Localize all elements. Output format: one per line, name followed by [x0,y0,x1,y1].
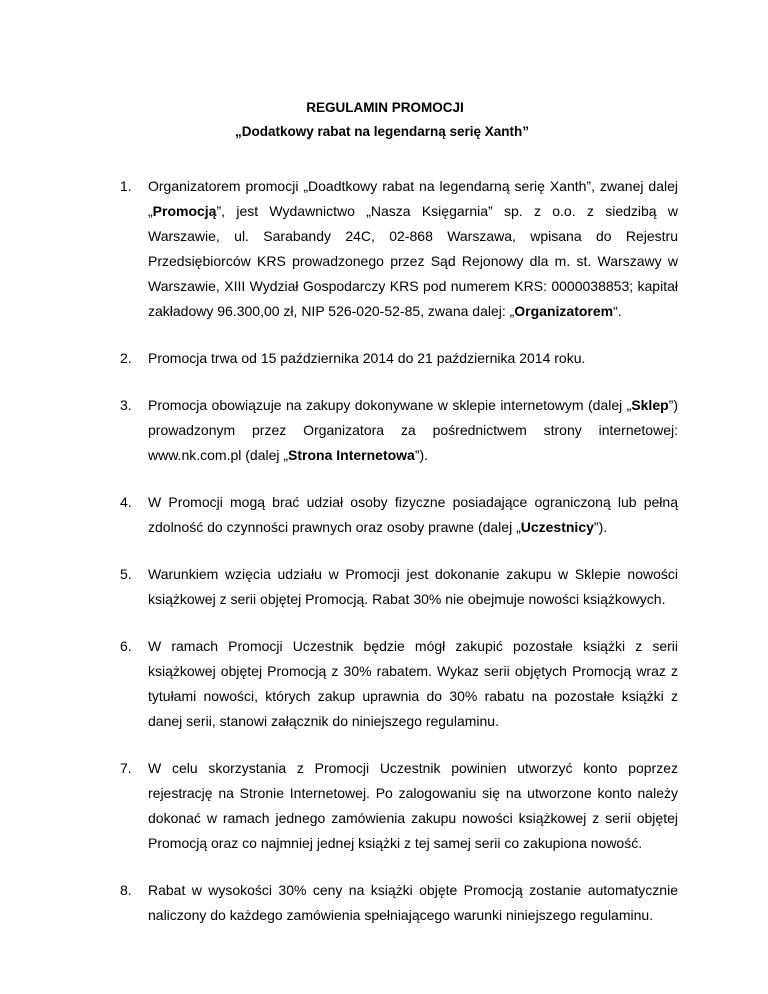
defined-term: Strona Internetowa [288,447,415,463]
list-item [120,490,678,540]
defined-term: Organizatorem [514,303,614,319]
list-item [120,756,678,856]
item-text: W celu skorzystania z Promocji Uczestnik powinien utworzyć konto poprzez rejestrację na Stronie Internetowej. Po zalogowaniu się na utworzone konto należy dokonać w ramach jednego zamówienia zakupu nowości książkowej z serii objętej Promocją oraz co najmniej jednej książki z tej samej serii co zakupiona nowość. [148,760,678,851]
item-text: W ramach Promocji Uczestnik będzie mógł zakupić pozostałe książki z serii książkowej objętej Promocją z 30% rabatem. Wykaz serii objętych Promocją wraz z tytułami nowości, których zakup uprawnia do 30% rabatu na pozostałe książki z danej serii, stanowi załącznik do niniejszego regulaminu. [148,638,678,729]
list-item [120,634,678,734]
item-text: Rabat w wysokości 30% ceny na książki objęte Promocją zostanie automatycznie naliczony do każdego zamówienia spełniającego warunki niniejszego regulaminu. [148,882,678,923]
defined-term: Uczestnicy [520,519,594,535]
item-number: 2. [120,350,132,366]
defined-term: Sklep [631,397,669,413]
item-text: ”) prowadzonym przez Organizatora za pośrednictwem strony internetowej: www.nk.com.pl (dalej „ [148,397,678,463]
item-text: Promocja obowiązuje na zakupy dokonywane w sklepie internetowym (dalej „ [148,397,632,413]
list-item [120,174,678,324]
rules-list [120,174,678,928]
item-number: 3. [120,397,132,413]
item-text: ”). [414,447,429,463]
item-number: 5. [120,566,132,582]
item-number: 8. [120,882,132,898]
document-subtitle: „Dodatkowy rabat na legendarną serię Xanth” [234,124,530,139]
item-text: “. [613,303,622,319]
defined-term: Promocją [152,203,217,219]
list-item [120,393,678,468]
item-number: 7. [120,760,132,776]
item-text: Warunkiem wzięcia udziału w Promocji jest dokonanie zakupu w Sklepie nowości książkowej z serii objętej Promocją. Rabat 30% nie obejmuje nowości książkowych. [148,566,678,607]
list-item [120,562,678,612]
item-number: 4. [120,494,132,510]
item-number: 6. [120,638,132,654]
item-text: W Promocji mogą brać udział osoby fizyczne posiadające ograniczoną lub pełną zdolność do czynności prawnych oraz osoby prawne (dalej „ [148,494,678,535]
item-text: ”, jest Wydawnictwo „Nasza Księgarnia” sp. z o.o. z siedzibą w Warszawie, ul. Sarabandy 24C, 02-868 Warszawa, wpisana do Rejestru Przedsiębiorców KRS prowadzonego przez Sąd Rejonowy dla m. st. Warszawy w Warszawie, XIII Wydział Gospodarczy KRS pod numerem KRS: 0000038853; kapitał zakładowy 96.300,00 zł, NIP 526-020-52-85, zwana dalej: „ [148,203,678,319]
list-item [120,878,678,928]
item-text: Promocja trwa od 15 października 2014 do 21 października 2014 roku. [148,350,586,366]
item-number: 1. [120,178,132,194]
item-text: Organizatorem promocji „Doadtkowy rabat na legendarną serię Xanth”, zwanej dalej „ [148,178,678,219]
item-text: ”). [593,519,608,535]
document-title: REGULAMIN PROMOCJI [306,100,464,115]
list-item [120,346,678,371]
